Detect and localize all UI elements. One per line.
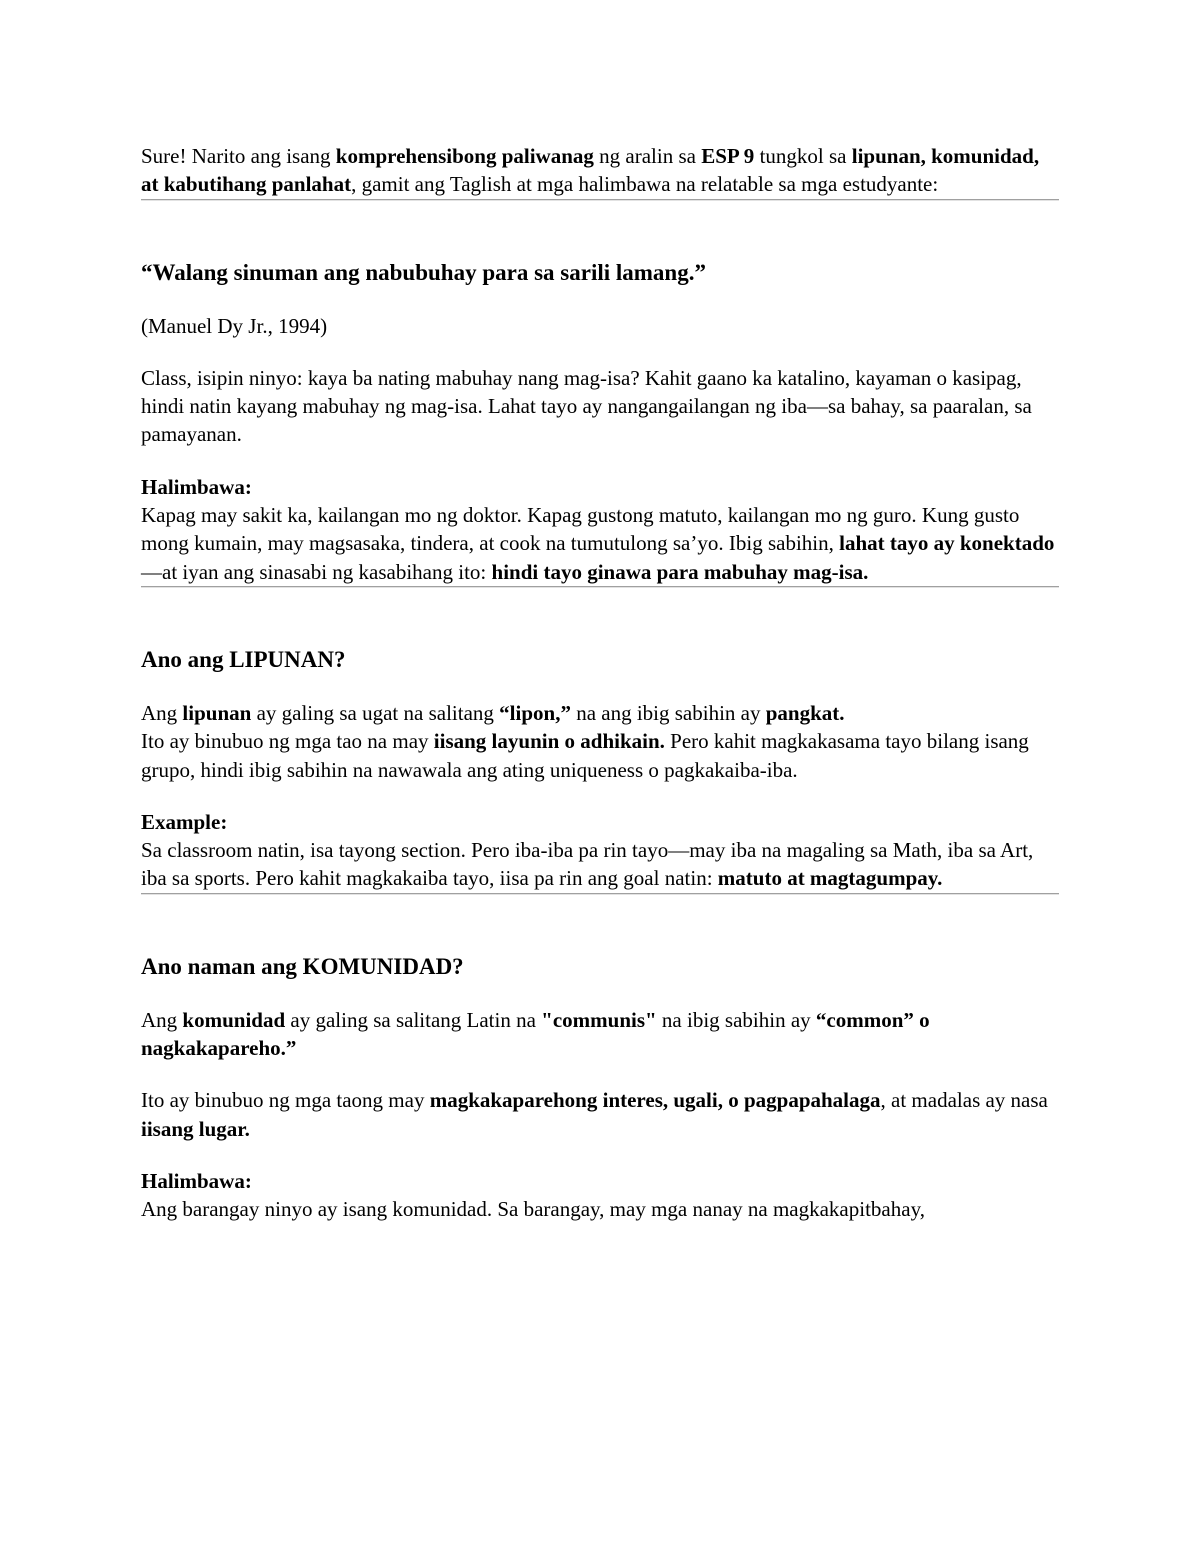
definition-text: na ang ibig sabihin ay bbox=[570, 700, 766, 725]
quote-example-paragraph bbox=[141, 473, 1059, 586]
description-bold-text: magkakaparehong interes, ugali, o pagpapahalaga bbox=[429, 1088, 881, 1113]
definition-text: na ibig sabihin ay bbox=[656, 1007, 816, 1032]
definition-text: Ang bbox=[141, 1007, 183, 1032]
example-text: —at iyan ang sinasabi ng kasabihang ito: bbox=[141, 559, 492, 584]
example-label: Example: bbox=[141, 809, 228, 834]
example-text: Ang barangay ninyo ay isang komunidad. Sa barangay, may mga nanay na magkakapitbahay, bbox=[141, 1197, 925, 1222]
section-divider bbox=[141, 199, 1059, 201]
definition-bold-text: pangkat. bbox=[765, 700, 845, 725]
intro-paragraph bbox=[141, 142, 1059, 199]
quote-attribution: (Manuel Dy Jr., 1994) bbox=[141, 313, 328, 338]
example-text: Sa classroom natin, isa tayong section. Pero iba-iba pa rin tayo—may iba na magaling sa Math, iba sa Art, iba sa sports. Pero kahit magkakaiba tayo, iisa pa rin ang goal natin: bbox=[141, 838, 1034, 891]
quote-heading: “Walang sinuman ang nabubuhay para sa sarili lamang.” bbox=[141, 259, 706, 285]
definition-text: Pero kahit magkakasama tayo bilang isang grupo, hindi ibig sabihin na nawawala ang ating uniqueness o pagkakaiba-iba. bbox=[141, 729, 1029, 782]
definition-text: Ito ay binubuo ng mga tao na may bbox=[141, 729, 434, 754]
definition-bold-text: “common” o nagkakapareho.” bbox=[141, 1007, 930, 1061]
example-label: Halimbawa: bbox=[141, 1168, 252, 1193]
section-divider bbox=[141, 893, 1059, 895]
definition-text: ay galing sa ugat na salitang bbox=[251, 700, 500, 725]
lipunan-definition-paragraph bbox=[141, 699, 1059, 784]
example-text: Kapag may sakit ka, kailangan mo ng doktor. Kapag gustong matuto, kailangan mo ng guro. Kung gusto mong kumain, may magsasaka, tindera, at cook na tumutulong sa’yo. Ibig sabihin, bbox=[141, 503, 1020, 556]
intro-text: Sure! Narito ang isang bbox=[141, 144, 336, 168]
description-text: , at madalas ay nasa bbox=[880, 1088, 1048, 1113]
document-page bbox=[141, 142, 1059, 1224]
lipunan-heading: Ano ang LIPUNAN? bbox=[141, 646, 346, 672]
intro-bold-text: lipunan, komunidad, at kabutihang panlahat bbox=[141, 144, 1040, 197]
intro-bold-text: ESP 9 bbox=[701, 144, 755, 168]
komunidad-definition-paragraph bbox=[141, 1006, 1059, 1063]
example-bold-text: matuto at magtagumpay. bbox=[717, 866, 943, 891]
definition-bold-text: "communis" bbox=[541, 1007, 657, 1032]
intro-text: , gamit ang Taglish at mga halimbawa na relatable sa mga estudyante: bbox=[351, 172, 939, 197]
komunidad-heading: Ano naman ang KOMUNIDAD? bbox=[141, 953, 464, 979]
komunidad-example-paragraph bbox=[141, 1167, 1059, 1224]
section-divider bbox=[141, 586, 1059, 588]
definition-bold-text: iisang layunin o adhikain. bbox=[433, 729, 665, 754]
intro-text: ng aralin sa bbox=[593, 144, 702, 168]
example-bold-text: lahat tayo ay konektado bbox=[839, 531, 1055, 556]
komunidad-description-paragraph bbox=[141, 1086, 1059, 1143]
intro-text: tungkol sa bbox=[754, 144, 852, 168]
definition-bold-text: lipunan bbox=[182, 700, 252, 725]
example-label: Halimbawa: bbox=[141, 474, 252, 499]
definition-bold-text: “lipon,” bbox=[499, 700, 571, 725]
description-text: Ito ay binubuo ng mga taong may bbox=[141, 1088, 430, 1113]
definition-bold-text: komunidad bbox=[182, 1007, 286, 1032]
example-bold-text: hindi tayo ginawa para mabuhay mag-isa. bbox=[491, 559, 869, 584]
definition-text: ay galing sa salitang Latin na bbox=[285, 1007, 542, 1032]
lipunan-example-paragraph bbox=[141, 808, 1059, 893]
description-bold-text: iisang lugar. bbox=[141, 1116, 250, 1141]
quote-body-paragraph: Class, isipin ninyo: kaya ba nating mabuhay nang mag-isa? Kahit gaano ka katalino, kayaman o kasipag, hindi natin kayang mabuhay ng mag-isa. Lahat tayo ay nangangailangan ng iba—sa bahay, sa paaralan, sa pamayanan. bbox=[141, 365, 1032, 447]
intro-bold-text: komprehensibong paliwanag bbox=[335, 144, 594, 168]
definition-text: Ang bbox=[141, 700, 183, 725]
